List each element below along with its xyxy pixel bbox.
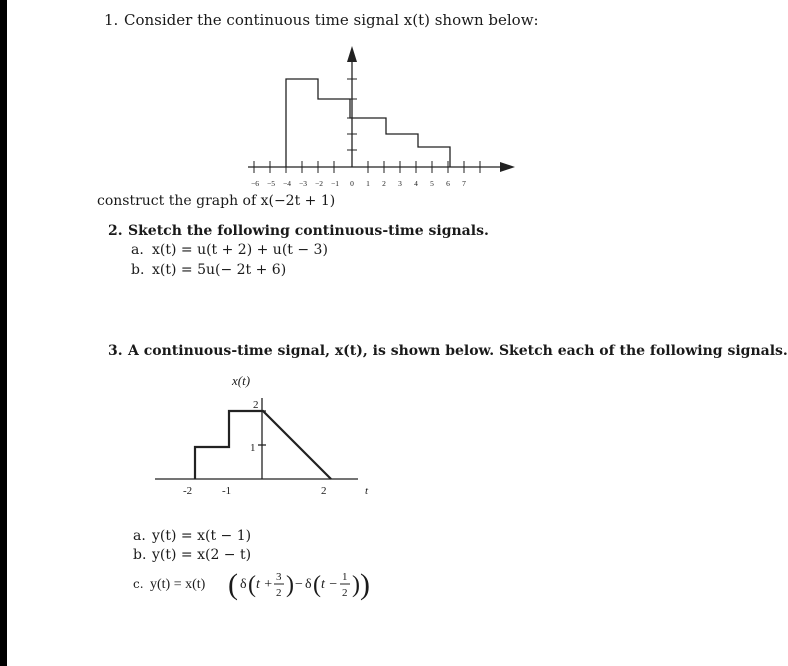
p1-tick-label: −4 [283,179,291,188]
p1-tick-label: −3 [299,179,307,188]
p1-tick-label: −6 [251,179,259,188]
p3c-paren-open-1: ( [248,572,256,598]
p1-tick-label: −2 [315,179,323,188]
problem-3c-label: c. [133,577,144,591]
problem-3a-label: a. [133,528,146,544]
p3-y-tick-2: 2 [253,399,259,411]
p1-tick-label: 0 [350,179,354,188]
p3c-delta-1: δ [240,577,247,592]
problem-3-number: 3. [108,343,123,359]
problem-3b-expr: y(t) = x(2 − t) [152,547,252,563]
p1-tick-label: 3 [398,179,402,188]
problem-2b-label: b. [131,262,145,278]
p3c-den-2: 2 [342,587,348,599]
p3-x-label: t [365,485,369,497]
problem-1-text: Consider the continuous time signal x(t) shown below: [124,11,539,29]
p3c-tplus: t + [256,577,273,592]
p3-y-label: x(t) [232,373,251,388]
p3c-paren-close-2: ) [352,572,360,598]
p3-x-tick-neg2: -2 [183,485,193,497]
p3c-y-of-t: y(t) = x(t) [150,577,206,592]
p3-x-tick-2: 2 [321,485,327,497]
problem-1-number: 1. [104,11,119,29]
p3c-den-1: 2 [276,587,282,599]
problem-2-number: 2. [108,223,123,239]
problem-2-text: Sketch the following continuous-time signals. [128,223,489,239]
p3c-big-paren-close: ) [360,568,370,601]
p1-tick-label: 2 [382,179,386,188]
p1-tick-label: 7 [462,179,466,188]
p1-tick-label: 1 [366,179,370,188]
p3c-num-2: 1 [342,571,348,583]
p3c-delta-2: δ [305,577,312,592]
p3c-paren-close-1: ) [286,572,294,598]
p3c-tminus: t − [321,577,338,592]
p3c-big-paren-open: ( [228,568,238,601]
p3-y-tick-1: 1 [250,442,256,454]
problem-2a-expr: x(t) = u(t + 2) + u(t − 3) [152,242,328,258]
p1-tick-label: 4 [414,179,418,188]
p3c-minus: − [295,577,303,592]
p1-tick-label: 5 [430,179,434,188]
problem-3b-label: b. [133,547,147,563]
problem-3-text: A continuous-time signal, x(t), is shown below. Sketch each of the following signals. [128,343,788,359]
problem-2a-label: a. [131,242,144,258]
p3c-paren-open-2: ( [313,572,321,598]
problem-3a-expr: y(t) = x(t − 1) [152,528,252,544]
p3-x-tick-neg1: -1 [222,485,232,497]
p1-tick-label: −5 [267,179,275,188]
p1-tick-label: −1 [331,179,339,188]
problem-1-construct: construct the graph of x(−2t + 1) [97,193,336,209]
problem-2b-expr: x(t) = 5u(− 2t + 6) [152,262,287,278]
p1-tick-label: 6 [446,179,450,188]
p3c-num-1: 3 [276,571,282,583]
